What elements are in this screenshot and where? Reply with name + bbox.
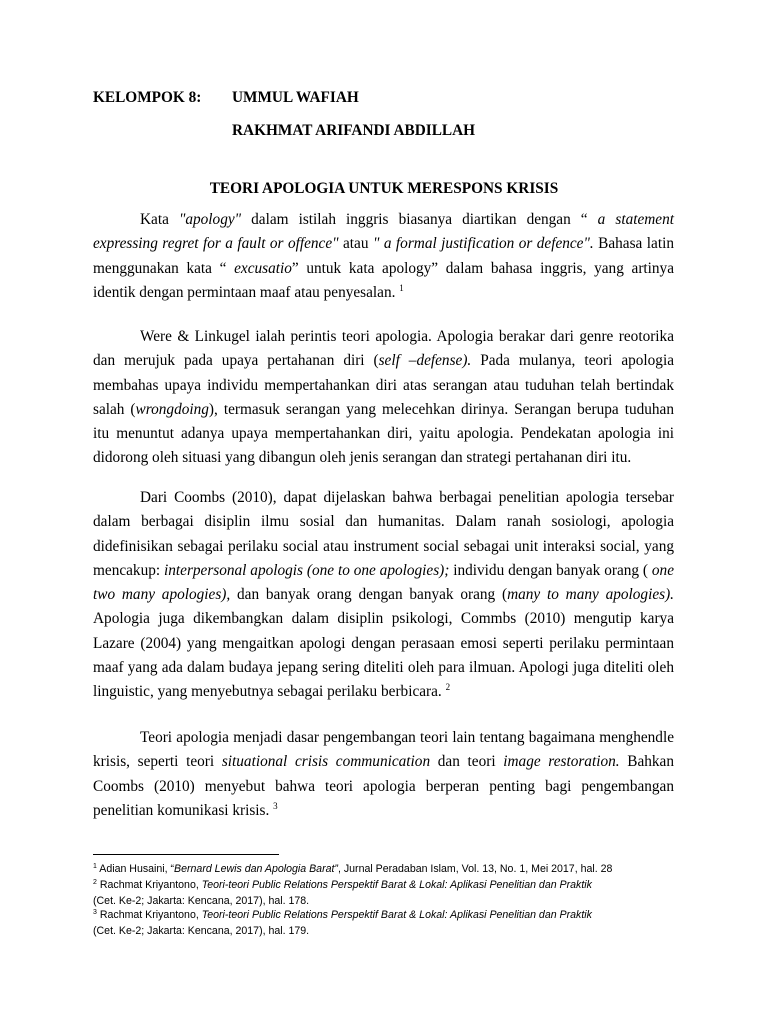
text: dalam istilah inggris biasanya diartikan dengan “ (241, 211, 598, 228)
text: Adian Husaini, “ (96, 863, 175, 875)
footnote-ref-3[interactable]: 3 (273, 800, 278, 811)
italic-text: many to many apologies). (507, 586, 674, 604)
text: Bahasa latin menggunakan kata “ (93, 235, 674, 277)
text: Bahkan Coombs (2010) menyebut bahwa teori apologia berperan penting bagi pengembangan penelitian komunikasi krisis. (93, 753, 674, 819)
italic-text: Teori-teori Public Relations Perspektif Barat & Lokal: Aplikasi Penelitian dan Praktik (201, 879, 592, 891)
italic-text: self –defense). (378, 352, 472, 370)
text: Dari Coombs (2010), dapat dijelaskan bahwa berbagai penelitian apologia tersebar dalam berbagai disiplin ilmu sosial dan humanitas. Dalam ranah sosiologi, apologia didefinisikan sebagai perilaku social atau instrument social sebagai unit interaksi social, yang mencakup: (93, 489, 674, 579)
group-label: KELOMPOK 8: (93, 89, 202, 106)
italic-text: " a formal justification or defence". (372, 235, 594, 253)
document-title: TEORI APOLOGIA UNTUK MERESPONS KRISIS (209, 180, 559, 197)
footnote-number: 1 (93, 863, 97, 870)
paragraph-3 (93, 486, 674, 705)
text: individu dengan banyak orang ( (449, 561, 652, 579)
member-name-2: RAKHMAT ARIFANDI ABDILLAH (232, 122, 476, 139)
text: (Cet. Ke-2; Jakarta: Kencana, 2017), hal. 179. (93, 924, 310, 937)
italic-text: Teori-teori Public Relations Perspektif Barat & Lokal: Aplikasi Penelitian dan Praktik (201, 909, 592, 921)
footnote-1 (93, 862, 693, 878)
italic-text: image restoration. (503, 753, 620, 771)
italic-text: "apology" (178, 211, 242, 228)
text: Rachmat Kriyantono, (96, 909, 202, 921)
footnote-ref-1[interactable]: 1 (399, 282, 404, 293)
text: Rachmat Kriyantono, (96, 879, 202, 891)
text: ), termasuk serangan yang melecehkan dirinya. Serangan berupa tuduhan itu menuntut adanya upaya mempertahankan diri, yaitu apologia. Pendekatan apologia ini didorong oleh situasi yang dibangun oleh jenis serangan dan strategi pertahanan diri itu. (93, 400, 674, 467)
italic-text: one two many apologies), (93, 561, 674, 604)
text: Teori apologia menjadi dasar pengembangan teori lain tentang bagaimana menghendle krisis, seperti teori (93, 729, 674, 771)
footnote-2 (93, 878, 693, 909)
italic-text: Bernard Lewis dan Apologia Barat” (174, 863, 338, 875)
text: atau (338, 235, 373, 253)
footnote-3 (93, 908, 693, 939)
text: Apologia juga dikembangkan dalam disiplin psikologi, Commbs (2010) mengutip karya Lazare (2004) yang mengaitkan apologi dengan perasaan emosi seperti perilaku permintaan maaf yang ada dalam budaya jepang sering diteliti oleh para ilmuan. Apologi juga diteliti oleh linguistic, yang menyebutnya sebagai perilaku berbicara. (93, 610, 674, 701)
text: ” untuk kata apology” dalam bahasa inggris, yang artinya identik dengan permintaan maaf atau penyesalan. (93, 259, 674, 301)
paragraph-1 (93, 208, 674, 305)
italic-text: situational crisis communication (221, 753, 431, 771)
footnote-number: 2 (93, 879, 97, 886)
text: Were & Linkugel ialah perintis teori apologia. Apologia berakar dari genre reotorika dan merujuk pada upaya pertahanan diri ( (93, 328, 674, 370)
italic-text: interpersonal apologis (one to one apologies); (164, 561, 450, 579)
text: , Jurnal Peradaban Islam, Vol. 13, No. 1, Mei 2017, hal. 28 (337, 863, 613, 875)
footnote-separator (93, 854, 279, 855)
text: dan teori (430, 753, 504, 771)
footnote-number: 3 (93, 909, 97, 916)
text: (Cet. Ke-2; Jakarta: Kencana, 2017), hal. 178. (93, 894, 310, 907)
text: Pada mulanya, teori apologia membahas upaya individu mempertahankan diri atas serangan atau tuduhan telah bertindak salah ( (93, 352, 674, 418)
italic-text: excusatio (234, 259, 292, 277)
italic-text: a statement expressing regret for a fault or offence" (93, 211, 674, 253)
paragraph-2 (93, 325, 674, 471)
paragraph-4 (93, 726, 674, 823)
member-name-1: UMMUL WAFIAH (232, 89, 359, 106)
italic-text: wrongdoing (135, 400, 209, 418)
text: dan banyak orang dengan banyak orang ( (230, 586, 508, 604)
footnote-ref-2[interactable]: 2 (445, 682, 451, 693)
text: Kata (140, 211, 179, 228)
